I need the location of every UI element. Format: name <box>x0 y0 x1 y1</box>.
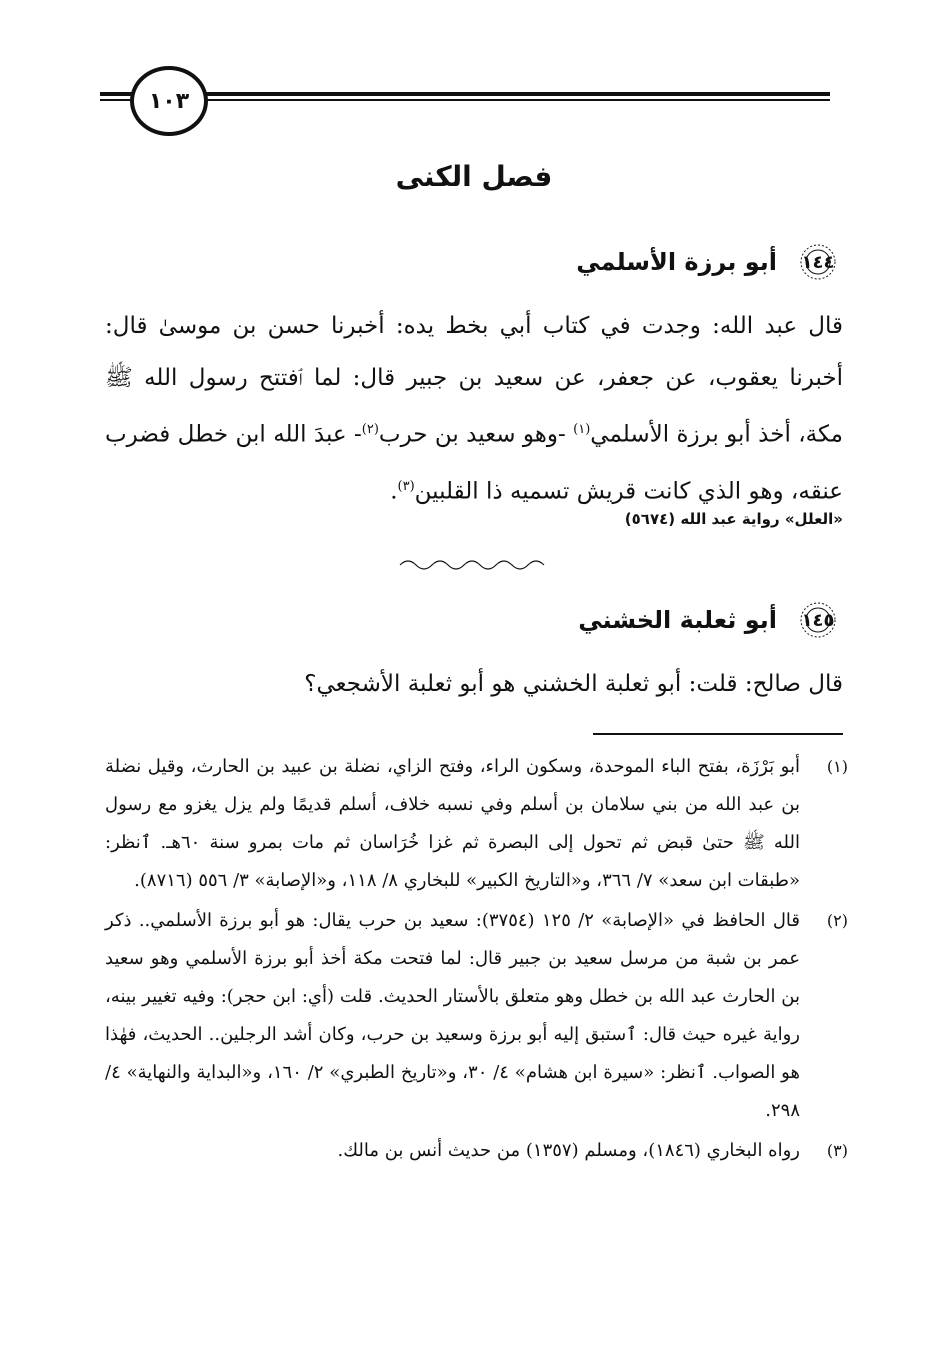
footnote-ref-1[interactable]: (١) <box>573 422 591 437</box>
header-rule-thick <box>100 92 830 96</box>
entry-heading-145 <box>578 600 843 640</box>
divider-ornament-icon <box>395 558 545 572</box>
header-rule <box>100 90 830 104</box>
paragraph-part-2: -وهو سعيد بن حرب <box>378 421 574 448</box>
footnote-number: (٣) <box>826 1141 848 1160</box>
footnote-3 <box>105 1132 848 1170</box>
section-title: فصل الكنى <box>395 160 553 193</box>
footnotes <box>105 748 848 1172</box>
header-rule-thin <box>100 99 830 101</box>
entry-paragraph <box>105 300 843 517</box>
page-number <box>130 66 208 136</box>
footnote-2 <box>105 902 848 1130</box>
entry-number: ١٤٤ <box>801 251 835 273</box>
entry-title: أبو برزة الأسلمي <box>576 248 777 276</box>
entry-body-144 <box>105 300 843 517</box>
entry-body-145 <box>105 658 843 710</box>
footnote-ref-2[interactable]: (٢) <box>361 422 379 437</box>
footnote-number: (١) <box>826 757 848 776</box>
paragraph-part-1: قال عبد الله: وجدت في كتاب أبي بخط يده: أخبرنا حسن بن موسىٰ قال: أخبرنا يعقوب، عن جعفر، عن سعيد بن جبير قال: لما ٱفتتح رسول الله ﷺ مكة، أخذ أبو برزة الأسلمي <box>105 313 843 448</box>
entry-number-badge <box>793 242 843 282</box>
source-citation: «العلل» رواية عبد الله (٥٦٧٤) <box>624 510 843 528</box>
entry-title: أبو ثعلبة الخشني <box>578 606 777 634</box>
entry-number: ١٤٥ <box>801 609 835 631</box>
footnote-text: رواه البخاري (١٨٤٦)، ومسلم (١٣٥٧) من حديث أنس بن مالك. <box>337 1140 800 1161</box>
footnote-number: (٢) <box>826 911 848 930</box>
footnote-1 <box>105 748 848 900</box>
footnote-text: أبو بَرْزَة، بفتح الباء الموحدة، وسكون الراء، وفتح الزاي، نضلة بن عبيد بن الحارث، وقيل نضلة بن عبد الله من بني سلامان بن أسلم وفي نسبه خلاف، أسلم قديمًا ولم يزل يغزو مع رسول الله ﷺ حتىٰ قبض ثم تحول إلى البصرة ثم غزا خُرَاسان ثم مات بمرو سنة ٦٠هـ. ٱنظر: «طبقات ابن سعد» ٧/ ٣٦٦، و«التاريخ الكبير» للبخاري ٨/ ١١٨، و«الإصابة» ٣/ ٥٥٦ (٨٧١٦). <box>105 756 800 891</box>
paragraph-part-3: - عبدَ الله ابن خطل فضرب عنقه، وهو الذي كانت قريش تسميه ذا القلبين <box>105 421 843 505</box>
paragraph-end: . <box>390 478 398 505</box>
footnote-ref-3[interactable]: (٣) <box>397 478 415 494</box>
footnote-separator <box>593 733 843 735</box>
entry-heading-144 <box>576 242 843 282</box>
page-number-text: ١٠٣ <box>148 88 190 114</box>
entry-number-badge <box>793 600 843 640</box>
footnote-text: قال الحافظ في «الإصابة» ٢/ ١٢٥ (٣٧٥٤): سعيد بن حرب يقال: هو أبو برزة الأسلمي.. ذكر عمر بن شبة من مرسل سعيد بن جبير قال: لما فتحت مكة أخذ أبو برزة الأسلمي وهو سعيد بن الحارث عبد الله بن خطل وهو متعلق بالأستار الحديث. قلت (أي: ابن حجر): وفيه تغيير بينه، رواية غيره حيث قال: ٱستبق إليه أبو برزة وسعيد بن حرب، وكان أشد الرجلين.. الحديث، فهٰذا هو الصواب. ٱنظر: «سيرة ابن هشام» ٤/ ٣٠، و«تاريخ الطبري» ٢/ ١٦٠، و«البداية والنهاية» ٤/ ٢٩٨. <box>105 910 801 1121</box>
entry-paragraph: قال صالح: قلت: أبو ثعلبة الخشني هو أبو ثعلبة الأشجعي؟ <box>304 671 843 697</box>
